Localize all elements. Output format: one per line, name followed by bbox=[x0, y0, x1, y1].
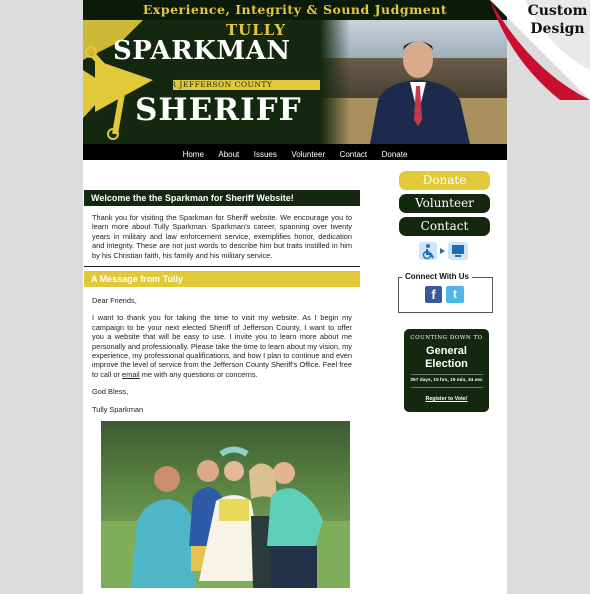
volunteer-button[interactable]: Volunteer bbox=[399, 194, 490, 213]
accessibility-tools bbox=[419, 241, 469, 261]
nav-about[interactable]: About bbox=[218, 150, 240, 159]
nav-donate[interactable]: Donate bbox=[381, 150, 408, 159]
twitter-icon[interactable]: t bbox=[446, 286, 464, 303]
countdown-title: General Election bbox=[425, 345, 468, 370]
section-divider bbox=[84, 266, 360, 267]
signature: Tully Sparkman bbox=[92, 404, 144, 414]
main-nav bbox=[83, 144, 507, 160]
campaign-tagline: Experience, Integrity & Sound Judgment bbox=[83, 0, 507, 20]
family-figures-icon bbox=[101, 421, 350, 588]
countdown-label: COUNTING DOWN TO bbox=[410, 335, 483, 341]
welcome-text: Thank you for visiting the Sparkman for Sheriff website. We encourage you to learn more about Tully Sparkman. Sparkman's career, spanning over twenty years in military and law enforcement service, exemplifies honor, dedication and integrity. These are not just words to describe him but traits instilled in him by his Christian faith, his family and his military service. bbox=[92, 213, 352, 260]
greeting: Dear Friends, bbox=[92, 296, 137, 306]
donate-button[interactable]: Donate bbox=[399, 171, 490, 190]
county-line: FOR JEFFERSON COUNTY bbox=[158, 80, 273, 89]
accessibility-icon[interactable] bbox=[419, 242, 437, 260]
message-heading: A Message from Tully bbox=[84, 271, 360, 287]
main-column bbox=[84, 190, 360, 414]
candidate-photo bbox=[320, 20, 507, 144]
nav-home[interactable]: Home bbox=[182, 150, 204, 159]
countdown-divider bbox=[411, 374, 483, 375]
election-countdown bbox=[404, 329, 489, 412]
office-title: SHERIFF bbox=[135, 92, 302, 128]
family-photo bbox=[101, 421, 350, 588]
candidate-first-name: TULLY bbox=[226, 21, 287, 39]
message-text: I want to thank you for taking the time to visit my website. As I begin my campaign to be your next elected Sheriff of Jefferson County, I want to offer you a website that will be easy to use. I invite you to learn more about me personally and professionally. Please take the time to learn about my vision, my experience, my professional qualifications, and how I plan to continue and even improve the level of service from the Jefferson County Sheriff's Office. Feel free to call or email me with any questions or concerns. bbox=[92, 313, 352, 379]
contact-button[interactable]: Contact bbox=[399, 217, 490, 236]
countdown-timer: 257 days, 15 hrs, 19 min, 34 sec bbox=[410, 378, 483, 383]
connect-title: Connect With Us bbox=[402, 272, 472, 281]
register-to-vote-link[interactable]: Register to Vote! bbox=[425, 396, 468, 402]
email-link[interactable]: email bbox=[122, 369, 140, 379]
custom-design-label: Custom Design bbox=[527, 3, 588, 37]
screen-reader-icon[interactable] bbox=[448, 242, 468, 260]
closing: God Bless, bbox=[92, 387, 129, 397]
countdown-divider-2 bbox=[411, 387, 483, 388]
welcome-heading: Welcome the the Sparkman for Sheriff Website! bbox=[84, 190, 360, 206]
facebook-icon[interactable]: f bbox=[425, 286, 442, 303]
nav-issues[interactable]: Issues bbox=[253, 150, 277, 159]
nav-volunteer[interactable]: Volunteer bbox=[291, 150, 326, 159]
nav-contact[interactable]: Contact bbox=[339, 150, 368, 159]
candidate-last-name: SPARKMAN bbox=[113, 36, 291, 66]
